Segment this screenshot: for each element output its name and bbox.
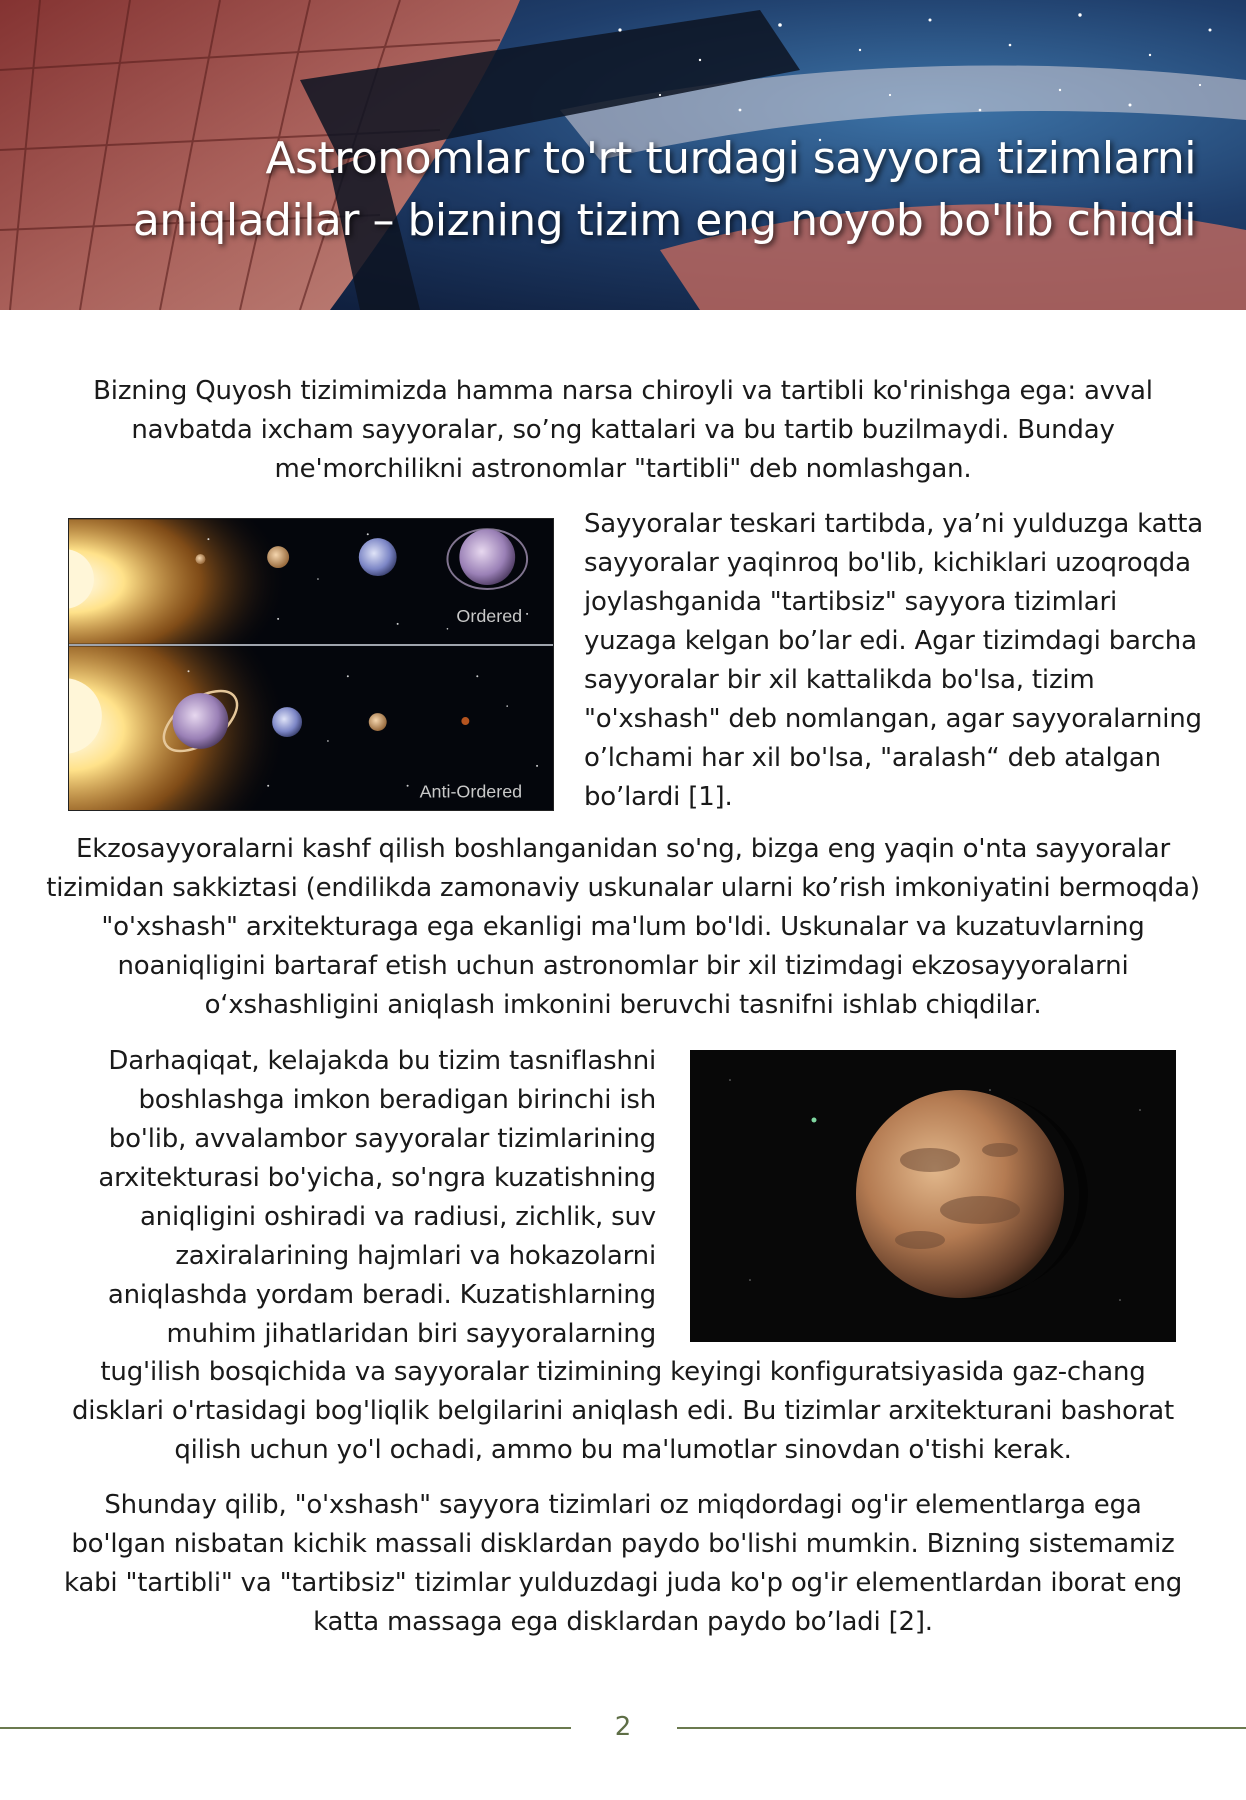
title-line-1: Astronomlar to'rt turdagi sayyora tizimlarni <box>265 133 1196 184</box>
footer-rule-right <box>677 1727 1246 1729</box>
ordered-system-illustration <box>69 519 553 644</box>
page-number: 2 <box>614 1712 632 1742</box>
exoplanet-image <box>690 1050 1176 1342</box>
intro-paragraph: Bizning Quyosh tizimimizda hamma narsa chiroyli va tartibli ko'rinishga ega: avval navbatda ixcham sayyoralar, so’ng kattalari va bu tartib buzilmaydi. Bunday me'morchilikni astronomlar "tartibli" deb nomlashgan. <box>93 376 1153 484</box>
system-types-paragraph: Sayyoralar teskari tartibda, ya’ni yulduzga katta sayyoralar yaqinroq bo'lib, kichiklari uzoqroqda joylashganida "tartibsiz" sayyora tizimlari yuzaga kelgan bo’lar edi. Agar tizimdagi barcha sayyoralar bir xil kattalikda bo'lsa, tizim "o'xshash" deb nomlangan, agar sayyoralarning o’lchami har xil bo'lsa, "aralash“ deb atalgan bo’lardi [1]. <box>584 509 1204 812</box>
footer-rule-left <box>0 1727 571 1729</box>
anti-ordered-system-illustration <box>69 646 553 811</box>
planet-order-figure <box>68 518 554 811</box>
exoplanet-illustration <box>690 1050 1176 1342</box>
page-title <box>96 128 1196 252</box>
anti-ordered-label: Anti-Ordered <box>419 781 523 802</box>
title-line-2: aniqladilar – bizning tizim eng noyob bo'lib chiqdi <box>132 195 1196 246</box>
future-paragraph-part2: tug'ilish bosqichida va sayyoralar tizimining keyingi konfiguratsiyasida gaz-chang disklari o'rtasidagi bog'liqlik belgilarini aniqlash edi. Bu tizimlar arxitekturani bashorat qilish uchun yo'l ochadi, ammo bu ma'lumotlar sinovdan o'tishi kerak. <box>72 1357 1174 1465</box>
conclusion-paragraph: Shunday qilib, "o'xshash" sayyora tizimlari oz miqdordagi og'ir elementlarga ega bo'lgan nisbatan kichik massali disklardan paydo bo'lishi mumkin. Bizning sistemamiz kabi "tartibli" va "tartibsiz" tizimlar yulduzdagi juda ko'p og'ir elementlardan iborat eng katta massaga ega disklardan paydo bo’ladi [2]. <box>63 1490 1183 1637</box>
exoplanet-paragraph: Ekzosayyoralarni kashf qilish boshlanganidan so'ng, bizga eng yaqin o'nta sayyoralar tizimidan sakkiztasi (endilikda zamonaviy uskunalar ularni ko’rish imkoniyatini bermoqda) "o'xshash" arxitekturaga ega ekanligi ma'lum bo'ldi. Uskunalar va kuzatuvlarning noaniqligini bartaraf etish uchun astronomlar bir xil tizimdagi ekzosayyoralarni o‘xshashligini aniqlash imkonini beruvchi tasnifni ishlab chiqdilar. <box>46 834 1200 1020</box>
ordered-label: Ordered <box>456 605 523 626</box>
header-banner <box>0 0 1246 310</box>
future-paragraph-part1: Darhaqiqat, kelajakda bu tizim tasniflashni boshlashga imkon beradigan birinchi ish bo'lib, avvalambor sayyoralar tizimlarining arxitekturasi bo'yicha, so'ngra kuzatishning aniqligini oshiradi va radiusi, zichlik, suv zaxiralarining hajmlari va hokazolarni aniqlashda yordam beradi. Kuzatishlarning muhim jihatlaridan biri sayyoralarning <box>98 1046 656 1349</box>
